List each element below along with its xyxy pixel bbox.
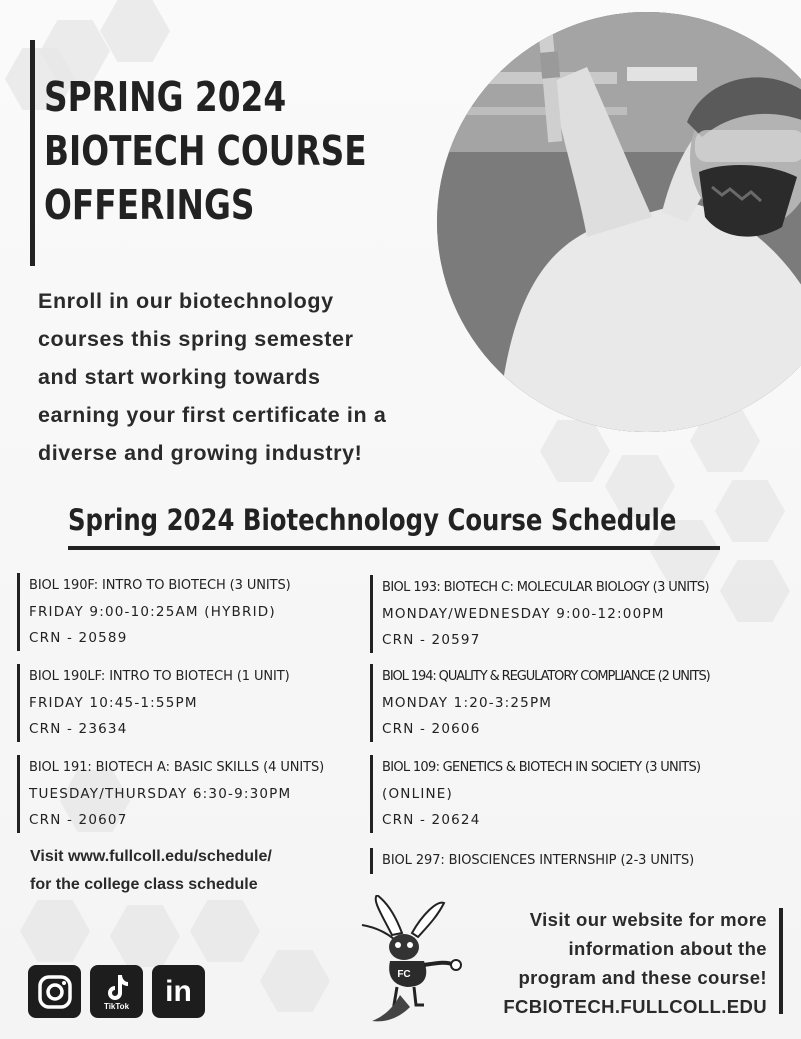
website-info [503,905,767,1021]
tiktok-label: TikTok [103,1001,130,1011]
linkedin-icon[interactable] [152,965,205,1018]
title-accent-bar [30,40,35,266]
tiktok-icon[interactable] [90,965,143,1018]
tiktok-glyph [104,973,130,1001]
course-entry [17,664,290,742]
background-hexagon [100,0,170,62]
background-hexagon [720,560,790,622]
schedule-title-underline [68,546,720,550]
website-line: information about the [568,938,767,959]
course-time: MONDAY 1:20-3:25PM [382,695,553,711]
instagram-icon[interactable] [28,965,81,1018]
background-hexagon [715,480,785,542]
visit-schedule-line: Visit www.fullcoll.edu/schedule/ [30,848,272,865]
course-time: TUESDAY/THURSDAY 6:30-9:30PM [29,786,292,802]
course-time: (ONLINE) [382,786,453,802]
course-time: FRIDAY 10:45-1:55PM [29,695,198,711]
background-hexagon [190,900,260,962]
course-crn: CRN - 20589 [29,630,128,646]
linkedin-label: in [165,974,192,1008]
background-hexagon [20,900,90,962]
course-title: BIOL 297: BIOSCIENCES INTERNSHIP (2-3 UNITS) [382,853,695,868]
lab-photo [437,12,801,432]
instagram-glyph [37,974,73,1010]
course-title: BIOL 191: BIOTECH A: BASIC SKILLS (4 UNITS) [29,760,325,775]
intro-line: earning your first certificate in a [38,403,387,427]
intro-line: and start working towards [38,365,321,389]
page-title [44,70,367,232]
course-title: BIOL 194: QUALITY & REGULATORY COMPLIANCE (2 UNITS) [382,669,710,684]
course-title: BIOL 109: GENETICS & BIOTECH IN SOCIETY (3 UNITS) [382,760,701,775]
course-entry [370,664,710,742]
intro-line: Enroll in our biotechnology [38,289,334,313]
course-entry [17,573,291,651]
website-line: Visit our website for more [529,909,767,930]
hornet-mascot-logo [352,895,462,1025]
background-hexagon [110,905,180,967]
intro-line: diverse and growing industry! [38,441,363,465]
website-accent-bar [779,908,783,1014]
intro-line: courses this spring semester [38,327,354,351]
course-entry [17,755,324,833]
title-line: SPRING 2024 [44,73,287,121]
intro-text [38,282,478,472]
visit-schedule-line: for the college class schedule [30,876,258,893]
course-time: MONDAY/WEDNESDAY 9:00-12:00PM [382,606,665,622]
course-crn: CRN - 20606 [382,721,481,737]
course-entry [370,848,694,874]
course-title: BIOL 193: BIOTECH C: MOLECULAR BIOLOGY (3 UNITS) [382,580,710,595]
title-line: OFFERINGS [44,181,255,229]
background-hexagon [260,950,330,1012]
mascot-letters: FC [397,969,411,980]
website-line: program and these course! [518,967,767,988]
lab-scientist-illustration [437,12,801,432]
course-title: BIOL 190LF: INTRO TO BIOTECH (1 UNIT) [29,669,290,684]
background-hexagon [540,420,610,482]
course-title: BIOL 190F: INTRO TO BIOTECH (3 UNITS) [29,578,291,593]
course-crn: CRN - 20624 [382,812,481,828]
website-url[interactable]: FCBIOTECH.FULLCOLL.EDU [503,996,767,1017]
course-crn: CRN - 20607 [29,812,128,828]
course-entry [370,575,709,653]
course-entry [370,755,700,833]
course-crn: CRN - 23634 [29,721,128,737]
schedule-title: Spring 2024 Biotechnology Course Schedule [68,503,677,537]
course-crn: CRN - 20597 [382,632,481,648]
title-line: BIOTECH COURSE [44,127,367,175]
visit-schedule-text [30,843,272,899]
course-time: FRIDAY 9:00-10:25AM (HYBRID) [29,604,276,620]
